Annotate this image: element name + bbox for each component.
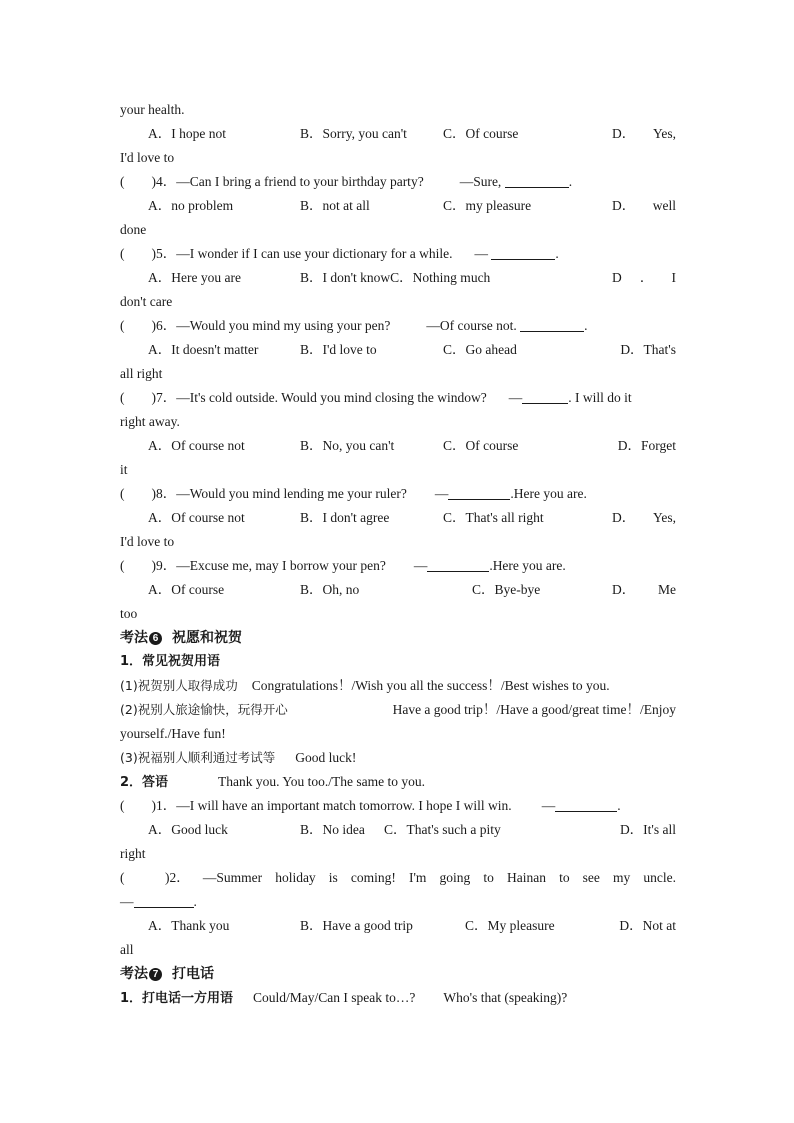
- q7-option-d: D．Forget: [617, 438, 676, 453]
- q6-option-c: C．Go ahead: [443, 342, 517, 357]
- stem-word: coming!: [350, 870, 396, 885]
- q5-stem: ( )5．—I wonder if I can use your dictionary for a while. — .: [120, 246, 559, 261]
- q7-options: [120, 434, 676, 458]
- section-6-item-1: (1)祝贺别人取得成功 Congratulations！/Wish you all the success！/Best wishes to you.: [120, 678, 610, 693]
- q3-option-b: B．Sorry, you can't: [300, 126, 407, 141]
- q4-options: [120, 194, 676, 218]
- answer-blank: [520, 317, 584, 332]
- stem-word: going: [439, 870, 471, 885]
- q6-option-d: D．That's: [620, 342, 676, 357]
- document-page: [120, 98, 676, 1010]
- answer-blank: [491, 245, 555, 260]
- q9-option-d: D． Me: [612, 582, 676, 597]
- q6-stem: ( )6．—Would you mind my using your pen? —Of course not. .: [120, 318, 588, 333]
- q5-option-d-continuation: don't care: [120, 294, 173, 309]
- q8-option-a: A．Of course not: [148, 510, 245, 525]
- q5-option-a: A．Here you are: [148, 270, 241, 285]
- q4-option-c: C．my pleasure: [443, 198, 532, 213]
- q3-option-d-continuation: I'd love to: [120, 150, 175, 165]
- q3-option-d: D． Yes,: [612, 126, 676, 141]
- q9-option-a: A．Of course: [148, 582, 225, 597]
- q4-option-d: D． well: [612, 198, 676, 213]
- q9-stem: ( )9．—Excuse me, may I borrow your pen? — .Here you are.: [120, 558, 566, 573]
- stem-word: is: [328, 870, 338, 885]
- section-6-q1-option-d: D．It's all: [619, 822, 676, 837]
- q7-stem-continuation: right away.: [120, 414, 180, 429]
- section-6-q2-option-a: A．Thank you: [148, 918, 230, 933]
- section-6-q1-stem: ( )1．—I will have an important match tomorrow. I hope I will win. — .: [120, 798, 621, 813]
- q3-stem-continuation: your health.: [120, 102, 185, 117]
- q7-option-c: C．Of course: [443, 438, 519, 453]
- stem-word: see: [582, 870, 600, 885]
- q6-option-d-continuation: all right: [120, 366, 163, 381]
- section-6-item-2-continuation: yourself./Have fun!: [120, 726, 226, 741]
- q9-option-b: B．Oh, no: [300, 582, 360, 597]
- q8-option-c: C．That's all right: [443, 510, 544, 525]
- q5-option-b-c: B．I don't knowC．Nothing much: [300, 270, 491, 285]
- stem-word: to: [559, 870, 570, 885]
- q6-option-b: B．I'd love to: [300, 342, 377, 357]
- q3-option-c: C．Of course: [443, 126, 519, 141]
- section-6-q2-option-d: D．Not at: [619, 918, 676, 933]
- q7-option-a: A．Of course not: [148, 438, 245, 453]
- stem-word: Hainan: [506, 870, 546, 885]
- section-6-item-3: (3)祝福别人顺利通过考试等 Good luck!: [120, 750, 357, 765]
- section-6-q1-option-c: C．That's such a pity: [384, 822, 501, 837]
- q9-option-c: C．Bye-bye: [472, 582, 541, 597]
- section-6-q2-stem: ( )2． —Summer holiday is coming! I'm going to Hainan to see my uncle.: [120, 866, 676, 890]
- section-6-q2-option-c: C．My pleasure: [465, 918, 555, 933]
- q8-option-b: B．I don't agree: [300, 510, 390, 525]
- section-6-q2-option-b: B．Have a good trip: [300, 918, 413, 933]
- q7-stem: ( )7．—It's cold outside. Would you mind closing the window? — . I will do it: [120, 390, 632, 405]
- section-6-q1-option-a: A．Good luck: [148, 822, 228, 837]
- q8-stem: ( )8．—Would you mind lending me your ruler? — .Here you are.: [120, 486, 587, 501]
- stem-word: to: [483, 870, 494, 885]
- answer-blank: [448, 485, 510, 500]
- q9-option-d-continuation: too: [120, 606, 138, 621]
- q7-option-d-continuation: it: [120, 462, 128, 477]
- section-7-heading: 考法 7 打电话: [120, 966, 214, 982]
- q3-option-a: A．I hope not: [148, 126, 226, 141]
- q4-option-d-continuation: done: [120, 222, 147, 237]
- q5-option-d: D ． I: [612, 270, 676, 285]
- q4-stem: ( )4．—Can I bring a friend to your birthday party? —Sure, .: [120, 174, 573, 189]
- stem-word: —Summer: [202, 870, 263, 885]
- section-6-q1-option-d-continuation: right: [120, 846, 146, 861]
- stem-word: I'm: [408, 870, 427, 885]
- q4-option-b: B．not at all: [300, 198, 370, 213]
- q6-options: [120, 338, 676, 362]
- answer-blank: [555, 797, 617, 812]
- stem-word: uncle.: [643, 870, 676, 885]
- answer-blank: [522, 389, 568, 404]
- section-6-heading: 考法 6 祝愿和祝贺: [120, 630, 242, 646]
- q5-options: [120, 266, 676, 290]
- stem-word: my: [613, 870, 631, 885]
- q9-options: [120, 578, 676, 602]
- q3-options: [120, 122, 676, 146]
- circled-number-icon: 6: [149, 632, 162, 645]
- q7-option-b: B．No, you can't: [300, 438, 395, 453]
- section-6-q2-option-d-continuation: all: [120, 942, 134, 957]
- answer-blank: [505, 173, 569, 188]
- q4-option-a: A．no problem: [148, 198, 234, 213]
- q8-options: [120, 506, 676, 530]
- stem-word: holiday: [275, 870, 316, 885]
- section-7-subheading-1: 1．打电话一方用语 Could/May/Can I speak to…? Who's that (speaking)?: [120, 990, 568, 1006]
- section-6-subheading-2: 2．答语 Thank you. You too./The same to you.: [120, 774, 426, 790]
- q6-option-a: A．It doesn't matter: [148, 342, 259, 357]
- section-6-item-2: (2)祝别人旅途愉快，玩得开心 Have a good trip！/Have a good/great time！/Enjoy: [120, 702, 676, 717]
- section-6-q1-options: [120, 818, 676, 842]
- answer-blank: [427, 557, 489, 572]
- section-6-q1-option-b: B．No idea: [300, 822, 365, 837]
- q8-option-d-continuation: I'd love to: [120, 534, 175, 549]
- section-6-subheading-1: 1．常见祝贺用语: [120, 654, 221, 669]
- answer-blank: [134, 893, 194, 908]
- section-6-q2-options: [120, 914, 676, 938]
- circled-number-icon: 7: [149, 968, 162, 981]
- q8-option-d: D． Yes,: [612, 510, 676, 525]
- section-6-q2-reply: — .: [120, 894, 197, 909]
